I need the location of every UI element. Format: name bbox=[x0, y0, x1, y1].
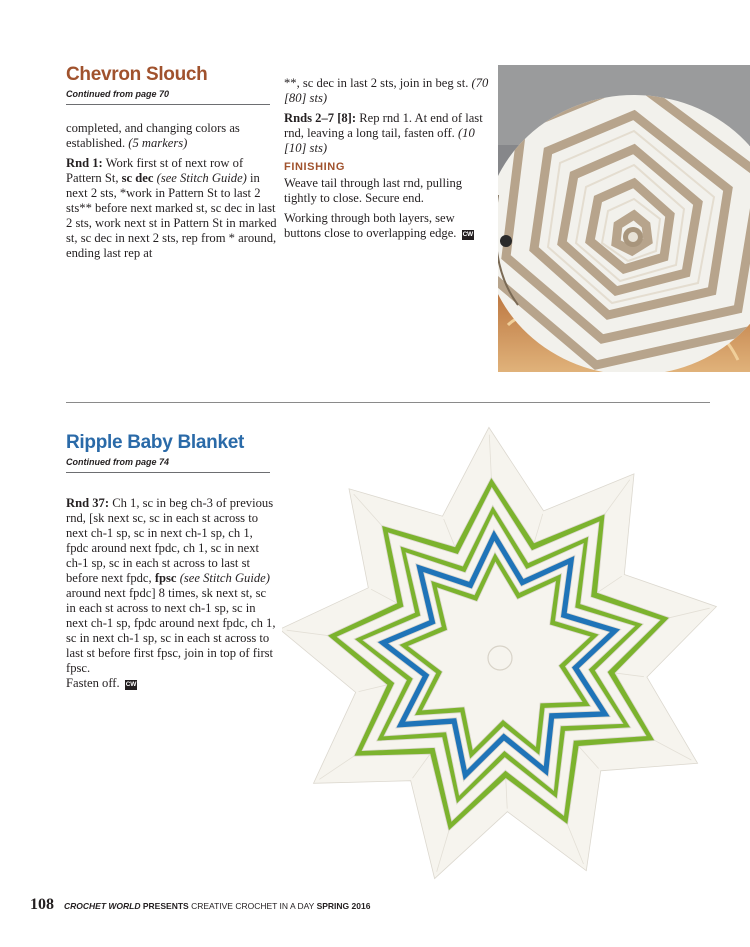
blanket-column bbox=[66, 496, 276, 696]
slouch-continued-note: Continued from page 70 bbox=[66, 89, 170, 99]
slouch-rnd1: Rnd 1: Work first st of next row of Pattern St, sc dec (see Stitch Guide) in next 2 sts, *work in Pattern St to last 2 sts** before next marked st, sc dec in last 2 sts, work next st in Pattern St in marked st, sc dec in next 2 sts, rep from * around, ending last rep at bbox=[66, 156, 277, 260]
slouch-join-para: **, sc dec in last 2 sts, join in beg st. (70 [80] sts) bbox=[284, 76, 489, 105]
page-number: 108 bbox=[30, 896, 54, 913]
page-footer bbox=[30, 896, 370, 914]
finishing-heading: FINISHING bbox=[284, 161, 346, 173]
slouch-para-completed: completed, and changing colors as established. (5 markers) bbox=[66, 121, 240, 150]
finishing-para-1: Weave tail through last rnd, pulling tightly to close. Secure end. bbox=[284, 176, 463, 205]
slouch-column-1 bbox=[66, 121, 278, 266]
ripple-baby-blanket-photo bbox=[282, 426, 718, 890]
finishing-para-2: Working through both layers, sew buttons close to overlapping edge. CW bbox=[284, 211, 473, 240]
footer-presents: PRESENTS bbox=[142, 901, 189, 911]
slouch-rnds-2-7: Rnds 2–7 [8]: Rep rnd 1. At end of last rnd, leaving a long tail, fasten off. (10 [10] sts) bbox=[284, 111, 483, 155]
footer-issue: SPRING 2016 bbox=[316, 901, 371, 911]
slouch-column-2 bbox=[284, 76, 489, 246]
blanket-title-rule bbox=[66, 472, 270, 473]
chevron-slouch-hat-photo bbox=[498, 65, 750, 372]
cw-logo-icon: CW bbox=[125, 681, 137, 688]
blanket-title: Ripple Baby Blanket bbox=[66, 432, 245, 453]
blanket-rnd37: Rnd 37: Ch 1, sc in beg ch-3 of previous rnd, [sk next sc, sc in each st across to next ch-1 sp, sc in next ch-1 sp, ch 1, fpdc around next fpdc, ch 1, sc in next ch-1 sp, sc in each st across to last st before next fpdc, fpsc (see Stitch Guide) around next fpdc] 8 times, sk next st, sc in each st across to next ch-1 sp, sc in next ch-1 sp, fpdc around next fpdc, ch 1, sc in next ch-1 sp, sc in each st across to last st before first fpsc, join in top of first fpsc. Fasten off. CW bbox=[66, 496, 276, 690]
slouch-title: Chevron Slouch bbox=[66, 64, 208, 85]
section-divider bbox=[66, 402, 710, 403]
slouch-title-rule bbox=[66, 104, 270, 105]
footer-publication: CREATIVE CROCHET IN A DAY bbox=[191, 901, 315, 911]
cw-logo-icon: CW bbox=[462, 231, 473, 238]
blanket-continued-note: Continued from page 74 bbox=[66, 457, 170, 467]
footer-brand: CROCHET WORLD bbox=[64, 901, 141, 911]
